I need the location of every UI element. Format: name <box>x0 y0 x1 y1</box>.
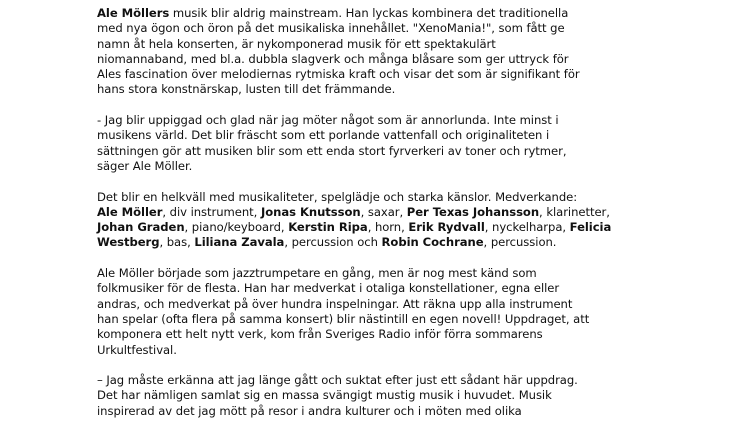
bold-name: Felicia <box>569 220 612 235</box>
text-line <box>97 159 657 174</box>
text-run: , klarinetter, <box>539 204 610 219</box>
bold-name: Kerstin Ripa <box>288 220 368 235</box>
text-run: musikens värld. Det blir fräscht som ett porlande vattenfall och originaliteten i <box>97 128 550 143</box>
bold-name: Erik Rydvall <box>408 220 485 235</box>
text-run: sättningen gör att musiken blir som ett enda stort fyrverkeri av toner och rytmer, <box>97 143 567 158</box>
text-run: , bas, <box>159 235 195 250</box>
text-line <box>97 373 657 388</box>
text-run: , saxar, <box>360 204 407 219</box>
text-line <box>97 235 657 250</box>
text-run: komponera ett helt nytt verk, kom från Sveriges Radio inför förra sommarens <box>97 327 543 342</box>
text-line <box>97 37 657 52</box>
text-run: – Jag måste erkänna att jag länge gått och suktat efter just ett sådant här uppdrag. <box>97 373 578 388</box>
text-run: namn åt hela konserten, är nykomponerad musik för ett spektakulärt <box>97 36 496 51</box>
text-line <box>97 220 657 235</box>
text-run: , piano/keyboard, <box>184 220 289 235</box>
text-run: niomannaband, med bl.a. dubbla slagverk och många blåsare som ger uttryck för <box>97 51 569 66</box>
text-line <box>97 52 657 67</box>
text-line <box>97 82 657 97</box>
text-line <box>97 6 657 21</box>
bold-name: Johan Graden <box>97 220 185 235</box>
text-run: inspirerad av det jag mött på resor i andra kulturer och i möten med olika <box>97 403 522 418</box>
paragraph-intro <box>97 6 657 98</box>
document-page <box>97 6 657 434</box>
text-line <box>97 266 657 281</box>
text-line <box>97 128 657 143</box>
text-run: musik blir aldrig mainstream. Han lyckas kombinera det traditionella <box>169 6 569 20</box>
paragraph-biography <box>97 266 657 358</box>
text-run: han spelar (ofta flera på samma konsert) blir nästintill en egen novell! Uppdraget, att <box>97 311 590 326</box>
text-line <box>97 113 657 128</box>
paragraph-quote <box>97 113 657 174</box>
text-line <box>97 205 657 220</box>
text-run: hans stora konstnärskap, lusten till det främmande. <box>97 82 396 97</box>
text-run: , percussion. <box>483 235 557 250</box>
text-run: säger Ale Möller. <box>97 158 193 173</box>
text-line <box>97 312 657 327</box>
text-line <box>97 21 657 36</box>
text-line <box>97 327 657 342</box>
bold-name: Ale Möller <box>97 204 163 219</box>
text-run: Det blir en helkväll med musikaliteter, spelglädje och starka känslor. Medverkande: <box>97 189 578 204</box>
text-run: , nyckelharpa, <box>484 220 570 235</box>
text-line <box>97 404 657 419</box>
bold-name: Liliana Zavala <box>194 235 285 250</box>
text-run: Det har nämligen samlat sig en massa svängigt mustig musik i huvudet. Musik <box>97 388 552 403</box>
text-run: , percussion och <box>284 235 382 250</box>
text-line <box>97 67 657 82</box>
text-run: Ales fascination över melodiernas rytmiska kraft och visar det som är signifikant för <box>97 67 580 82</box>
text-line <box>97 343 657 358</box>
text-line <box>97 297 657 312</box>
bold-name: Westberg <box>97 235 160 250</box>
text-line <box>97 190 657 205</box>
text-line <box>97 281 657 296</box>
text-line <box>97 144 657 159</box>
bold-name: Robin Cochrane <box>381 235 484 250</box>
text-run: Urkultfestival. <box>97 342 177 357</box>
bold-name: Per Texas Johansson <box>406 204 540 219</box>
text-run: folkmusiker för de flesta. Han har medverkat i otaliga konstellationer, egna eller <box>97 281 560 296</box>
text-run: Ale Möller började som jazztrumpetare en gång, men är nog mest känd som <box>97 266 537 281</box>
text-run: med nya ögon och öron på det musikaliska innehållet. "XenoMania!", som fått ge <box>97 21 565 36</box>
text-run: , div instrument, <box>162 204 261 219</box>
text-run: , horn, <box>367 220 409 235</box>
text-run: andras, och medverkat på över hundra inspelningar. Att räkna upp alla instrument <box>97 296 573 311</box>
bold-name: Ale Möllers <box>97 6 170 20</box>
text-run: - Jag blir uppiggad och glad när jag möter något som är annorlunda. Inte minst i <box>97 113 559 128</box>
bold-name: Jonas Knutsson <box>260 204 361 219</box>
paragraph-closing-quote <box>97 373 657 419</box>
paragraph-performers <box>97 190 657 251</box>
text-line <box>97 388 657 403</box>
